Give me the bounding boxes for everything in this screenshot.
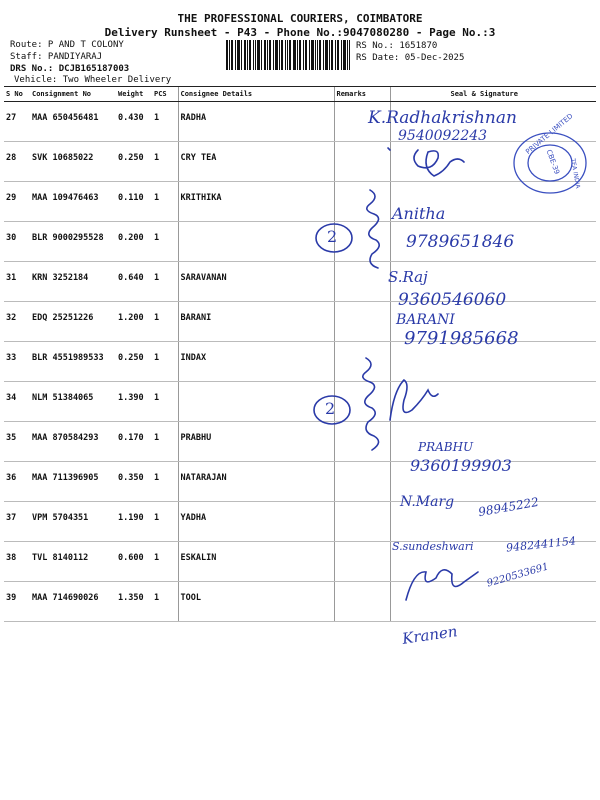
route-label: Route: P AND T COLONY [10, 40, 124, 50]
cell-sno: 31 [4, 262, 30, 302]
cell-weight: 0.250 [116, 342, 152, 382]
stamp-text: PRIVATE LIMITED [524, 112, 575, 156]
cell-weight: 0.170 [116, 422, 152, 462]
cell-consignment: MAA 109476463 [30, 182, 116, 222]
handwritten-phone-36: 98945222 [477, 494, 540, 520]
cell-pcs: 1 [152, 222, 178, 262]
cell-consignment: MAA 650456481 [30, 102, 116, 142]
cell-pcs: 1 [152, 102, 178, 142]
handwritten-sig-36: N.Marg [400, 494, 455, 510]
rs-date-label: RS Date: 05-Dec-2025 [356, 53, 465, 63]
cell-consignment: BLR 9000295528 [30, 222, 116, 262]
cell-consignee: BARANI [178, 302, 334, 342]
cell-sno: 35 [4, 422, 30, 462]
cell-pcs: 1 [152, 502, 178, 542]
signature-scribble-38 [406, 570, 478, 600]
cell-pcs: 1 [152, 342, 178, 382]
signature-scribble-34 [390, 380, 438, 420]
handwritten-phone-27: 9540092243 [398, 128, 488, 144]
cell-consignment: KRN 3252184 [30, 262, 116, 302]
handwritten-phone-32: 9791985668 [404, 328, 519, 349]
cell-pcs: 1 [152, 382, 178, 422]
cell-sno: 28 [4, 142, 30, 182]
cell-weight: 0.600 [116, 542, 152, 582]
cell-consignee: CRY TEA [178, 142, 334, 182]
cell-weight: 1.190 [116, 502, 152, 542]
cell-weight: 0.350 [116, 462, 152, 502]
runsheet-title: Delivery Runsheet - P43 - Phone No.:9047080280 - Page No.:3 [104, 26, 496, 39]
col-header-remarks: Remarks [334, 87, 390, 102]
cell-consignee: PRABHU [178, 422, 334, 462]
cell-weight: 0.430 [116, 102, 152, 142]
cell-weight: 0.110 [116, 182, 152, 222]
cell-sno: 33 [4, 342, 30, 382]
cell-sno: 30 [4, 222, 30, 262]
handwritten-sig-37: S.sundeshwari [392, 540, 474, 553]
cell-consignee: INDAX [178, 342, 334, 382]
handwritten-sig-35: PRABHU [418, 440, 474, 454]
signature-scribble-28 [414, 150, 464, 176]
cell-pcs: 1 [152, 542, 178, 582]
cell-consignment: BLR 4551989533 [30, 342, 116, 382]
circle-number-30: 2 [327, 227, 338, 246]
cell-pcs: 1 [152, 462, 178, 502]
cell-sno: 38 [4, 542, 30, 582]
cell-consignment: VPM 5704351 [30, 502, 116, 542]
col-header-consignee: Consignee Details [178, 87, 334, 102]
handwritten-phone-37: 9482441154 [505, 534, 577, 555]
col-header-sno: S No [4, 87, 30, 102]
cell-consignee: TOOL [178, 582, 334, 622]
cell-weight: 0.200 [116, 222, 152, 262]
staff-label: Staff: PANDIYARAJ [10, 52, 103, 62]
handwritten-sig-32: BARANI [396, 312, 455, 328]
cell-pcs: 1 [152, 302, 178, 342]
dash-mark-28 [388, 148, 390, 150]
cell-sno: 27 [4, 102, 30, 142]
handwritten-phone-38: 9220533691 [485, 561, 550, 590]
bracket-scribble-33-34 [363, 358, 379, 450]
stamp-outer: TEA INDIA [569, 158, 582, 189]
cell-pcs: 1 [152, 142, 178, 182]
bracket-scribble-29-30 [367, 190, 379, 268]
drs-label: DRS No.: DCJB165187003 [10, 64, 130, 74]
cell-sno: 32 [4, 302, 30, 342]
rs-no-label: RS No.: 1651870 [356, 41, 438, 51]
col-header-weight: Weight [116, 87, 152, 102]
company-title: THE PROFESSIONAL COURIERS, COIMBATORE [177, 12, 423, 25]
col-header-pcs: PCS [152, 87, 178, 102]
handwritten-sig-29: Anitha [392, 204, 446, 223]
handwritten-name-27: K.Radhakrishnan [368, 108, 517, 128]
cell-pcs: 1 [152, 262, 178, 302]
col-header-consignment: Consignment No [30, 87, 116, 102]
cell-consignment: MAA 711396905 [30, 462, 116, 502]
cell-consignee: ESKALIN [178, 542, 334, 582]
cell-consignment: TVL 8140112 [30, 542, 116, 582]
cell-consignee: SARAVANAN [178, 262, 334, 302]
cell-consignee: YADHA [178, 502, 334, 542]
cell-pcs: 1 [152, 422, 178, 462]
cell-weight: 0.250 [116, 142, 152, 182]
cell-consignee: KRITHIKA [178, 182, 334, 222]
cell-sno: 34 [4, 382, 30, 422]
cell-weight: 0.640 [116, 262, 152, 302]
handwritten-phone-30: 9789651846 [406, 232, 515, 252]
cell-sno: 36 [4, 462, 30, 502]
handwritten-phone-31: 9360546060 [398, 290, 507, 310]
vehicle-label: Vehicle: Two Wheeler Delivery [14, 75, 172, 85]
cell-weight: 1.200 [116, 302, 152, 342]
circle-number-34: 2 [325, 399, 336, 418]
handwritten-sig-39: Kranen [401, 622, 459, 648]
handwritten-sig-31: S.Raj [388, 268, 428, 286]
cell-consignee: RADHA [178, 102, 334, 142]
cell-consignment: MAA 714690026 [30, 582, 116, 622]
cell-weight: 1.390 [116, 382, 152, 422]
cell-pcs: 1 [152, 582, 178, 622]
cell-pcs: 1 [152, 182, 178, 222]
cell-consignee: NATARAJAN [178, 462, 334, 502]
cell-consignment: NLM 51384065 [30, 382, 116, 422]
cell-consignment: EDQ 25251226 [30, 302, 116, 342]
handwritten-phone-35: 9360199903 [410, 456, 512, 475]
cell-consignment: MAA 870584293 [30, 422, 116, 462]
cell-weight: 1.350 [116, 582, 152, 622]
cell-sno: 37 [4, 502, 30, 542]
stamp-sub: CBE-39 [544, 148, 561, 176]
cell-sno: 29 [4, 182, 30, 222]
col-header-signature: Seal & Signature [390, 87, 596, 102]
cell-sno: 39 [4, 582, 30, 622]
cell-consignment: SVK 10685022 [30, 142, 116, 182]
